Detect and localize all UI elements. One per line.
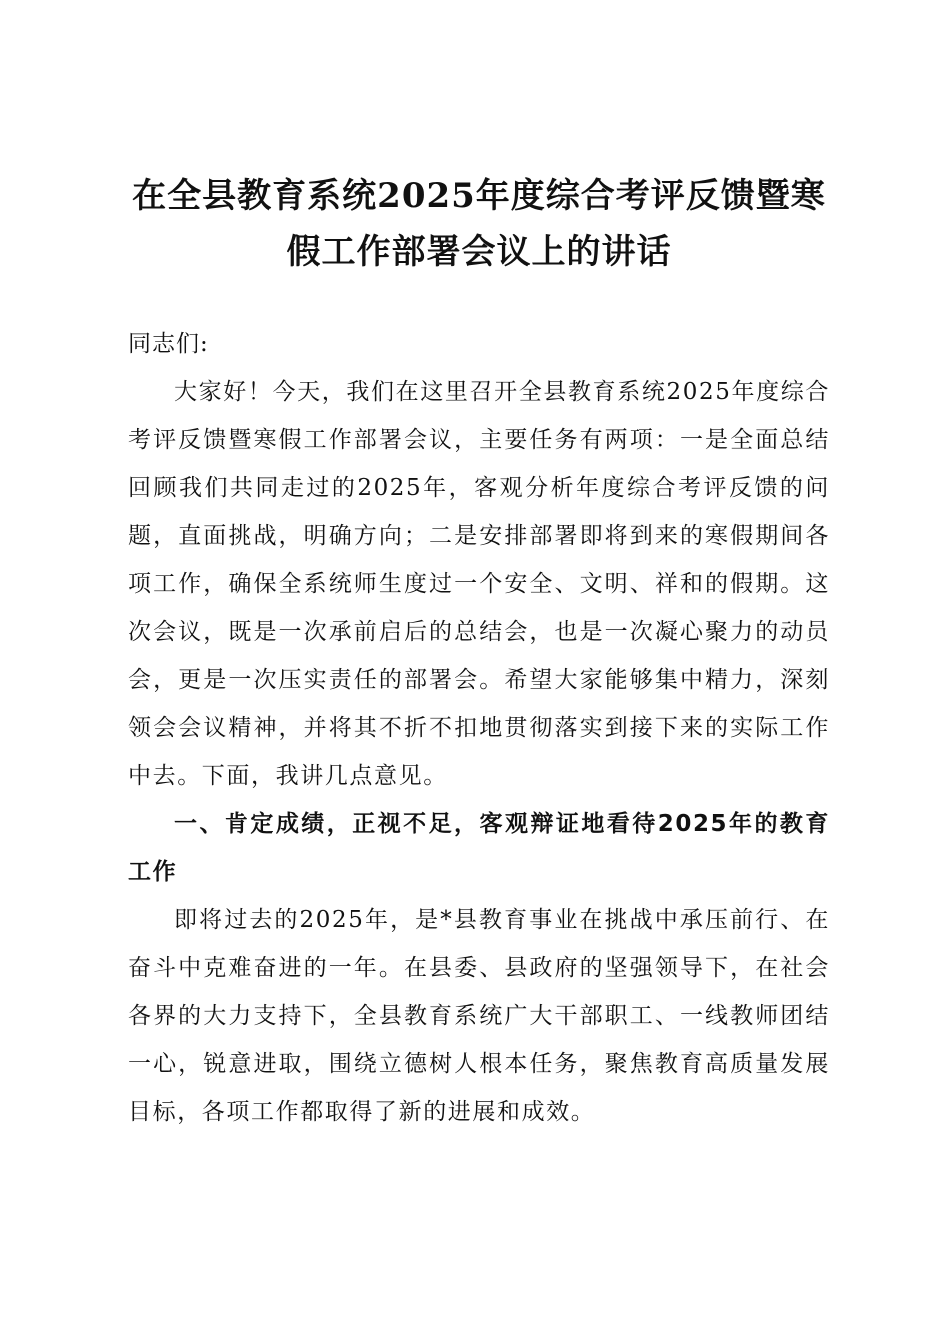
document-page [128, 168, 830, 1136]
opening-paragraph: 大家好！今天，我们在这里召开全县教育系统2025年度综合考评反馈暨寒假工作部署会议，主要任务有两项：一是全面总结回顾我们共同走过的2025年，客观分析年度综合考评反馈的问题，直面挑战，明确方向；二是安排部署即将到来的寒假期间各项工作，确保全系统师生度过一个安全、文明、祥和的假期。这次会议，既是一次承前启后的总结会，也是一次凝心聚力的动员会，更是一次压实责任的部署会。希望大家能够集中精力，深刻领会会议精神，并将其不折不扣地贯彻落实到接下来的实际工作中去。下面，我讲几点意见。 [128, 379, 830, 789]
salutation: 同志们: [128, 331, 209, 357]
section-1-paragraph: 即将过去的2025年，是*县教育事业在挑战中承压前行、在奋斗中克难奋进的一年。在县委、县政府的坚强领导下，在社会各界的大力支持下，全县教育系统广大干部职工、一线教师团结一心，锐意进取，围绕立德树人根本任务，聚焦教育高质量发展目标，各项工作都取得了新的进展和成效。 [128, 907, 830, 1125]
document-title: 在全县教育系统2025年度综合考评反馈暨寒假工作部署会议上的讲话 [132, 176, 826, 272]
section-heading-1: 一、肯定成绩，正视不足，客观辩证地看待2025年的教育工作 [128, 811, 830, 885]
